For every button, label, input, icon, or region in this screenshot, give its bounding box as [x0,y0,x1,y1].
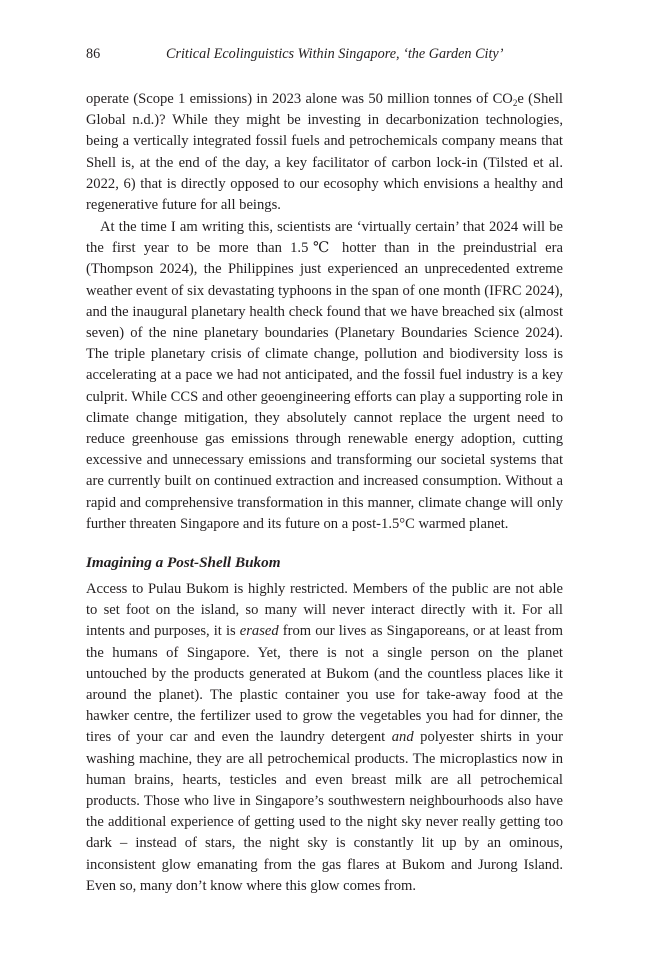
paragraph-text: polyester shirts in your washing machine, they are all petrochemical products. The microplastics now in human brains, hearts, testicles and even breast milk are all petrochemical products. Those who live in Singapore’s southwestern neighbourhoods also have the additional experience of getting used to the night sky never really getting too dark – instead of stars, the night sky is constantly lit up by an ominous, inconsistent glow emanating from the gas flares at Bukom and Jurong Island. Even so, many don’t know where this glow comes from. [86,729,563,894]
section-heading: Imagining a Post-Shell Bukom [86,554,281,571]
running-title: Critical Ecolinguistics Within Singapore, ‘the Garden City’ [166,46,504,62]
paragraph-climate-crisis [86,217,563,535]
subscript-2: 2 [512,98,518,108]
running-head [86,46,563,66]
paragraph-bukom [86,579,563,897]
paragraph-text: Access to Pulau Bukom is highly restricted. Members of the public are not able to set foot on the island, so many will never interact directly with it. For all intents and purposes, it is [86,581,563,640]
emphasis-erased: erased [239,623,279,640]
paragraph-text: At the time I am writing this, scientists are ‘virtually certain’ that 2024 will be the first year to be more than 1.5℃ hotter than in the preindustrial era (Thompson 2024), the Philippines just experienced an unprecedented extreme weather event of six devastating typhoons in the span of one month (IFRC 2024), and the inaugural planetary health check found that we have breached six (almost seven) of the nine planetary boundaries (Planetary Boundaries Science 2024). The triple planetary crisis of climate change, pollution and biodiversity loss is accelerating at a pace we had not anticipated, and the fossil fuel industry is a key culprit. While CCS and other geoengineering efforts can play a supporting role in climate change mitigation, they absolutely cannot replace the urgent need to reduce greenhouse gas emissions through renewable energy adoption, cutting excessive and unnecessary emissions and transforming our societal systems that are currently built on continued extraction and increased consumption. Without a rapid and comprehensive transformation in this manner, climate change will only further threaten Singapore and its future on a post-1.5°C warmed planet. [86,219,563,532]
paragraph-continued [86,89,563,216]
paragraph-text: operate (Scope 1 emissions) in 2023 alone was 50 million tonnes of CO [86,91,513,107]
paragraph-text: e (Shell Global n.d.)? While they might be investing in decarbonization technologies, being a vertically integrated fossil fuels and petrochemicals company means that Shell is, at the end of the day, a key facilitator of carbon lock-in (Tilsted et al. 2022, 6) that is directly opposed to our ecosophy which envisions a healthy and regenerative future for all beings. [86,91,563,214]
paragraph-text: from our lives as Singaporeans, or at least from the humans of Singapore. Yet, there is not a single person on the planet untouched by the products generated at Bukom (and the countless places like it around the planet). The plastic container you use for take-away food at the hawker centre, the fertilizer used to grow the vegetables you had for dinner, the tires of your car and even the laundry detergent [86,623,564,746]
page-number: 86 [86,46,101,62]
emphasis-and: and [391,729,414,746]
